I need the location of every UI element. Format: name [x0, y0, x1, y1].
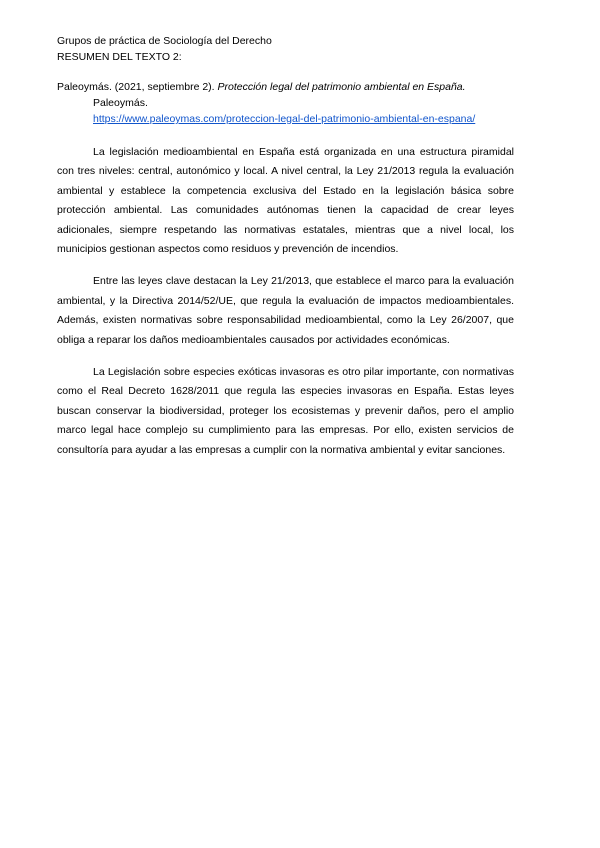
- document-page: [57, 33, 514, 471]
- course-title: Grupos de práctica de Sociología del Derecho: [57, 35, 272, 47]
- reference-citation: [57, 79, 514, 127]
- citation-author-date: Paleoymás. (2021, septiembre 2).: [57, 81, 218, 93]
- summary-paragraph-2: Entre las leyes clave destacan la Ley 21/2013, que establece el marco para la evaluación ambiental, y la Directiva 2014/52/UE, que regula la evaluación de impactos medioambientales. Además, existen normativas sobre responsabilidad medioambiental, como la Ley 26/2007, que obliga a reparar los daños medioambientales causados por actividades económicas.: [57, 275, 514, 346]
- summary-paragraph-1: La legislación medioambiental en España está organizada en una estructura piramidal con tres niveles: central, autonómico y local. A nivel central, la Ley 21/2013 regula la evaluación ambiental y establece la competencia exclusiva del Estado en la legislación básica sobre protección ambiental. Las comunidades autónomas tienen la capacidad de crear leyes adicionales, siempre respetando las normativas estatales, mientras que a nivel local, los municipios gestionan aspectos como residuos y prevención de incendios.: [57, 146, 514, 256]
- citation-link[interactable]: https://www.paleoymas.com/proteccion-legal-del-patrimonio-ambiental-en-espana/: [93, 113, 476, 125]
- citation-publisher: Paleoymás.: [93, 97, 148, 109]
- summary-paragraph-3: La Legislación sobre especies exóticas invasoras es otro pilar importante, con normativas como el Real Decreto 1628/2011 que regula las especies invasoras en España. Estas leyes buscan conservar la biodiversidad, proteger los ecosistemas y prevenir daños, pero el amplio marco legal hace complejo su cumplimiento para las empresas. Por ello, existen servicios de consultoría para ayudar a las empresas a cumplir con la normativa ambiental y evitar sanciones.: [57, 366, 514, 456]
- summary-heading: RESUMEN DEL TEXTO 2:: [57, 51, 182, 63]
- citation-title: Protección legal del patrimonio ambiental en España.: [217, 81, 466, 93]
